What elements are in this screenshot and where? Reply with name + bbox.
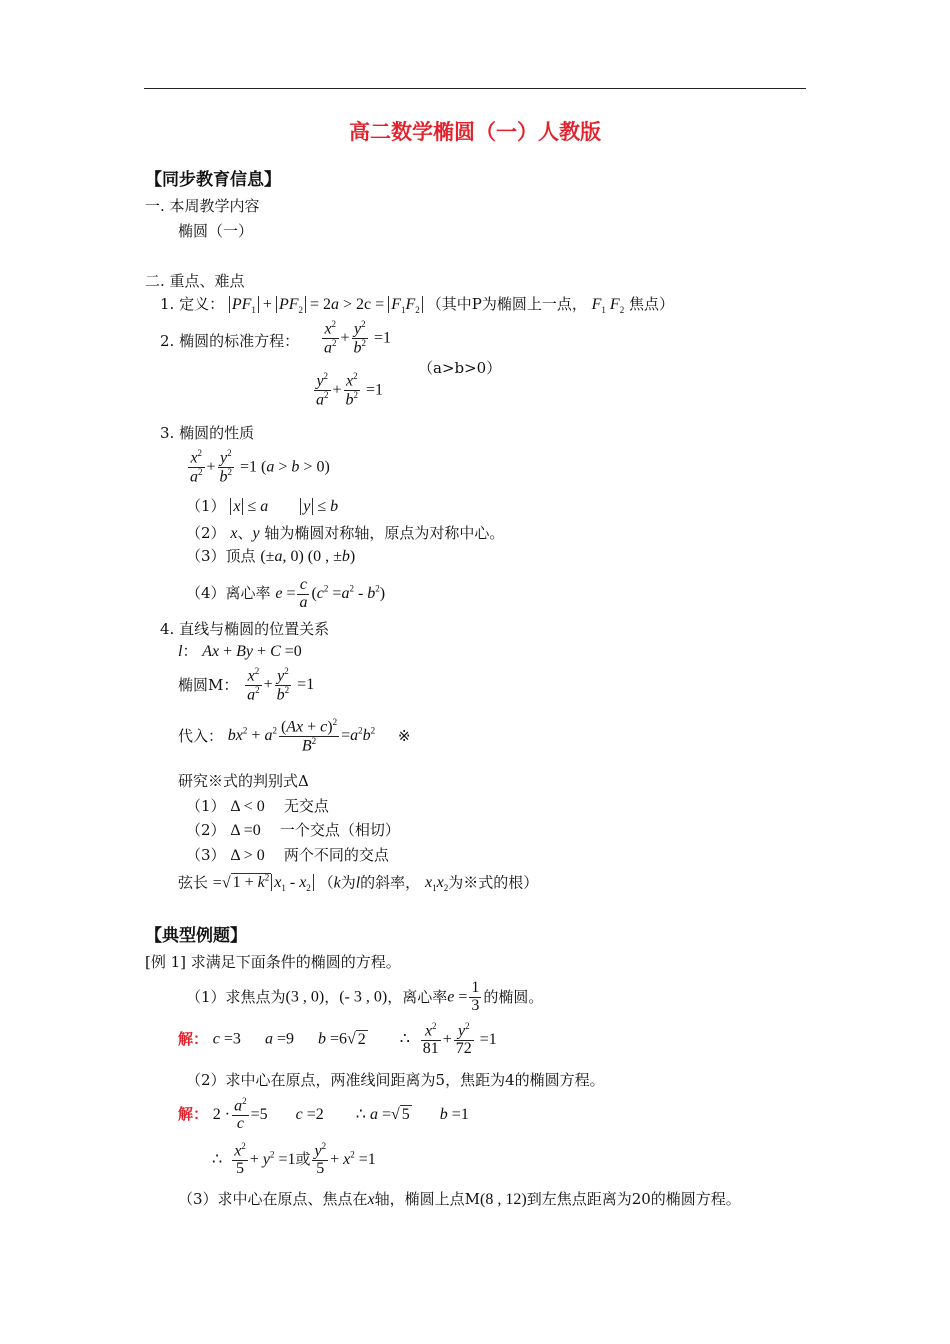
property-2: （2） x、y 轴为椭圆对称轴，原点为对称中心。 [186,524,505,542]
standard-equation-label: 2. 椭圆的标准方程： [160,332,300,350]
section-heading-examples: 【典型例题】 [145,926,247,946]
property-3-vertices: (±a, 0) (0 , ±b) [260,548,356,565]
part-3-text-b: 轴，椭圆上点M [374,1190,481,1208]
property-3-label: （3）顶点 [186,547,256,565]
item1-label: 一. 本周教学内容 [145,197,260,215]
standard-equation-1: $\frac{x^2}{a^2}$ + $\frac{y^2}{b^2}$ =1 [324,319,392,357]
part-3-text-c: 到左焦点距离为20的椭圆方程。 [526,1190,741,1208]
case-1 [186,799,329,815]
part-1-text-c: 的椭圆。 [483,987,544,1006]
example-1-part-1: （1）求焦点为(3 , 0)，(- 3 , 0)，离心率e = $\frac{1}{3}$ 的椭圆。 [186,979,544,1014]
top-rule [144,88,806,89]
case-2 [186,823,400,839]
property-2-axes: x [230,525,238,542]
properties-equation: $\frac{x^2}{a^2}$ + $\frac{y^2}{b^2}$ =1 (a > b > 0) [190,448,330,486]
solution-1-formula: c =3 a =9 b =6√ 2 ∴ [212,1030,410,1048]
chord-note-open: （ [318,873,334,892]
chord-label: 弦长 [178,873,209,892]
standard-equation-2: $\frac{y^2}{a^2}$ + $\frac{x^2}{b^2}$ =1 [316,371,384,409]
reference-mark: ※ [397,726,411,745]
case-3-text: 两个不同的交点 [283,846,389,864]
case-3 [186,848,389,864]
case-1-text: 无交点 [283,797,329,815]
property-4 [186,577,385,612]
solution-2-result: ∴ $\frac{x^2}{5}$ + $y^2 =1$或 $\frac{y^2}{5}$ + $x^2 =1$ [212,1141,376,1178]
discriminant-label: 研究※式的判别式Δ [178,772,309,790]
definition-formula: $PF_1 + PF_2 = 2a > 2c = F_1F_2$ [229,296,427,313]
substitution-formula: $bx^2 + a^2$ $\frac{(Ax + c)^2}{B^2}$ $=a^2b^2$ [227,717,376,755]
chord-formula: =√ $1 + k^2$ $x_1 - x_2$ [213,873,314,891]
property-2-text: 轴为椭圆对称轴，原点为对称中心。 [264,524,505,542]
case-2-formula: Δ =0 [230,822,261,839]
chord-length: 弦长 =√ $1 + k^2$ $x_1 - x_2$ （k为l的斜率， $x_1x_2$为※式的根） [178,873,539,894]
property-3 [186,549,355,565]
solution-1-equation: $\frac{x^2}{81}$ + $\frac{y^2}{72}$ =1 [422,1021,497,1058]
solution-2 [178,1097,469,1133]
foci-symbols: $F_1$ $F_2$ [591,296,625,316]
example-1-statement: [例 1] 求满足下面条件的椭圆的方程。 [145,953,401,971]
case-3-label: （3） [186,846,226,864]
line-equation: l： Ax + By + C =0 [178,642,302,660]
or-text: 或 [295,1150,311,1169]
property-1 [186,499,338,515]
property-1-label: （1） [186,497,226,515]
definition-line [160,297,674,315]
standard-equation-condition: （a>b>0） [418,359,502,377]
solution-2-label: 解： [178,1105,209,1124]
chord-note-roots: 为※式的根） [448,873,539,892]
property-4-label: （4）离心率 [186,583,271,602]
case-2-label: （2） [186,821,226,839]
substitution-label: 代入： [178,726,224,745]
part-3-text-a: （3）求中心在原点、焦点在 [178,1190,368,1208]
property-2-label: （2） [186,524,226,542]
ellipse-m-formula: $\frac{x^2}{a^2}$ + $\frac{y^2}{b^2}$ =1 [247,666,315,704]
case-1-label: （1） [186,797,226,815]
properties-label: 3. 椭圆的性质 [160,424,255,442]
case-1-formula: Δ < 0 [230,798,265,815]
definition-note-end: 焦点） [628,295,674,313]
page-title: 高二数学椭圆（一）人教版 [349,120,601,144]
definition-label: 1. 定义： [160,295,225,313]
example-1-part-2: （2）求中心在原点，两准线间距离为5，焦距为4的椭圆方程。 [186,1071,605,1089]
case-2-text: 一个交点（相切） [279,821,400,839]
line-colon: ： [182,642,198,660]
line-formula: Ax + By + C =0 [202,643,302,660]
solution-1 [178,1022,497,1058]
solution-1-label: 解： [178,1030,209,1049]
section-heading-sync: 【同步教育信息】 [145,170,281,190]
part-1-text-b: ，离心率 [387,987,448,1006]
substitution-line [178,718,411,755]
chord-note-slope: 的斜率， [360,873,421,892]
solution-2-formula: 2 · $\frac{a^2}{c}$ =5 c =2 ∴ a =√ 5 b =1 [212,1096,469,1133]
line-ellipse-label: 4. 直线与椭圆的位置关系 [160,620,330,638]
eccentricity-formula: e = $\frac{c}{a}$ $(c^2 =a^2 - b^2)$ [275,576,386,611]
item2-label: 二. 重点、难点 [145,272,245,290]
definition-note: （其中P为椭圆上一点， [426,295,587,313]
part-1-text-a: （1）求焦点为 [186,987,286,1006]
item1-content: 椭圆（一） [178,222,254,240]
ellipse-m-line [178,667,314,704]
example-1-part-3: （3）求中心在原点、焦点在x轴，椭圆上点M(8 , 12)到左焦点距离为20的椭圆方程。 [178,1190,741,1208]
property-1-formula: x ≤ a y ≤ b [230,498,338,515]
chord-note-is: 为 [340,873,356,892]
ellipse-m-label: 椭圆M： [178,675,239,694]
case-3-formula: Δ > 0 [230,847,265,864]
solution-2-result-formula: ∴ $\frac{x^2}{5}$ + $y^2 =1$ [212,1141,296,1178]
